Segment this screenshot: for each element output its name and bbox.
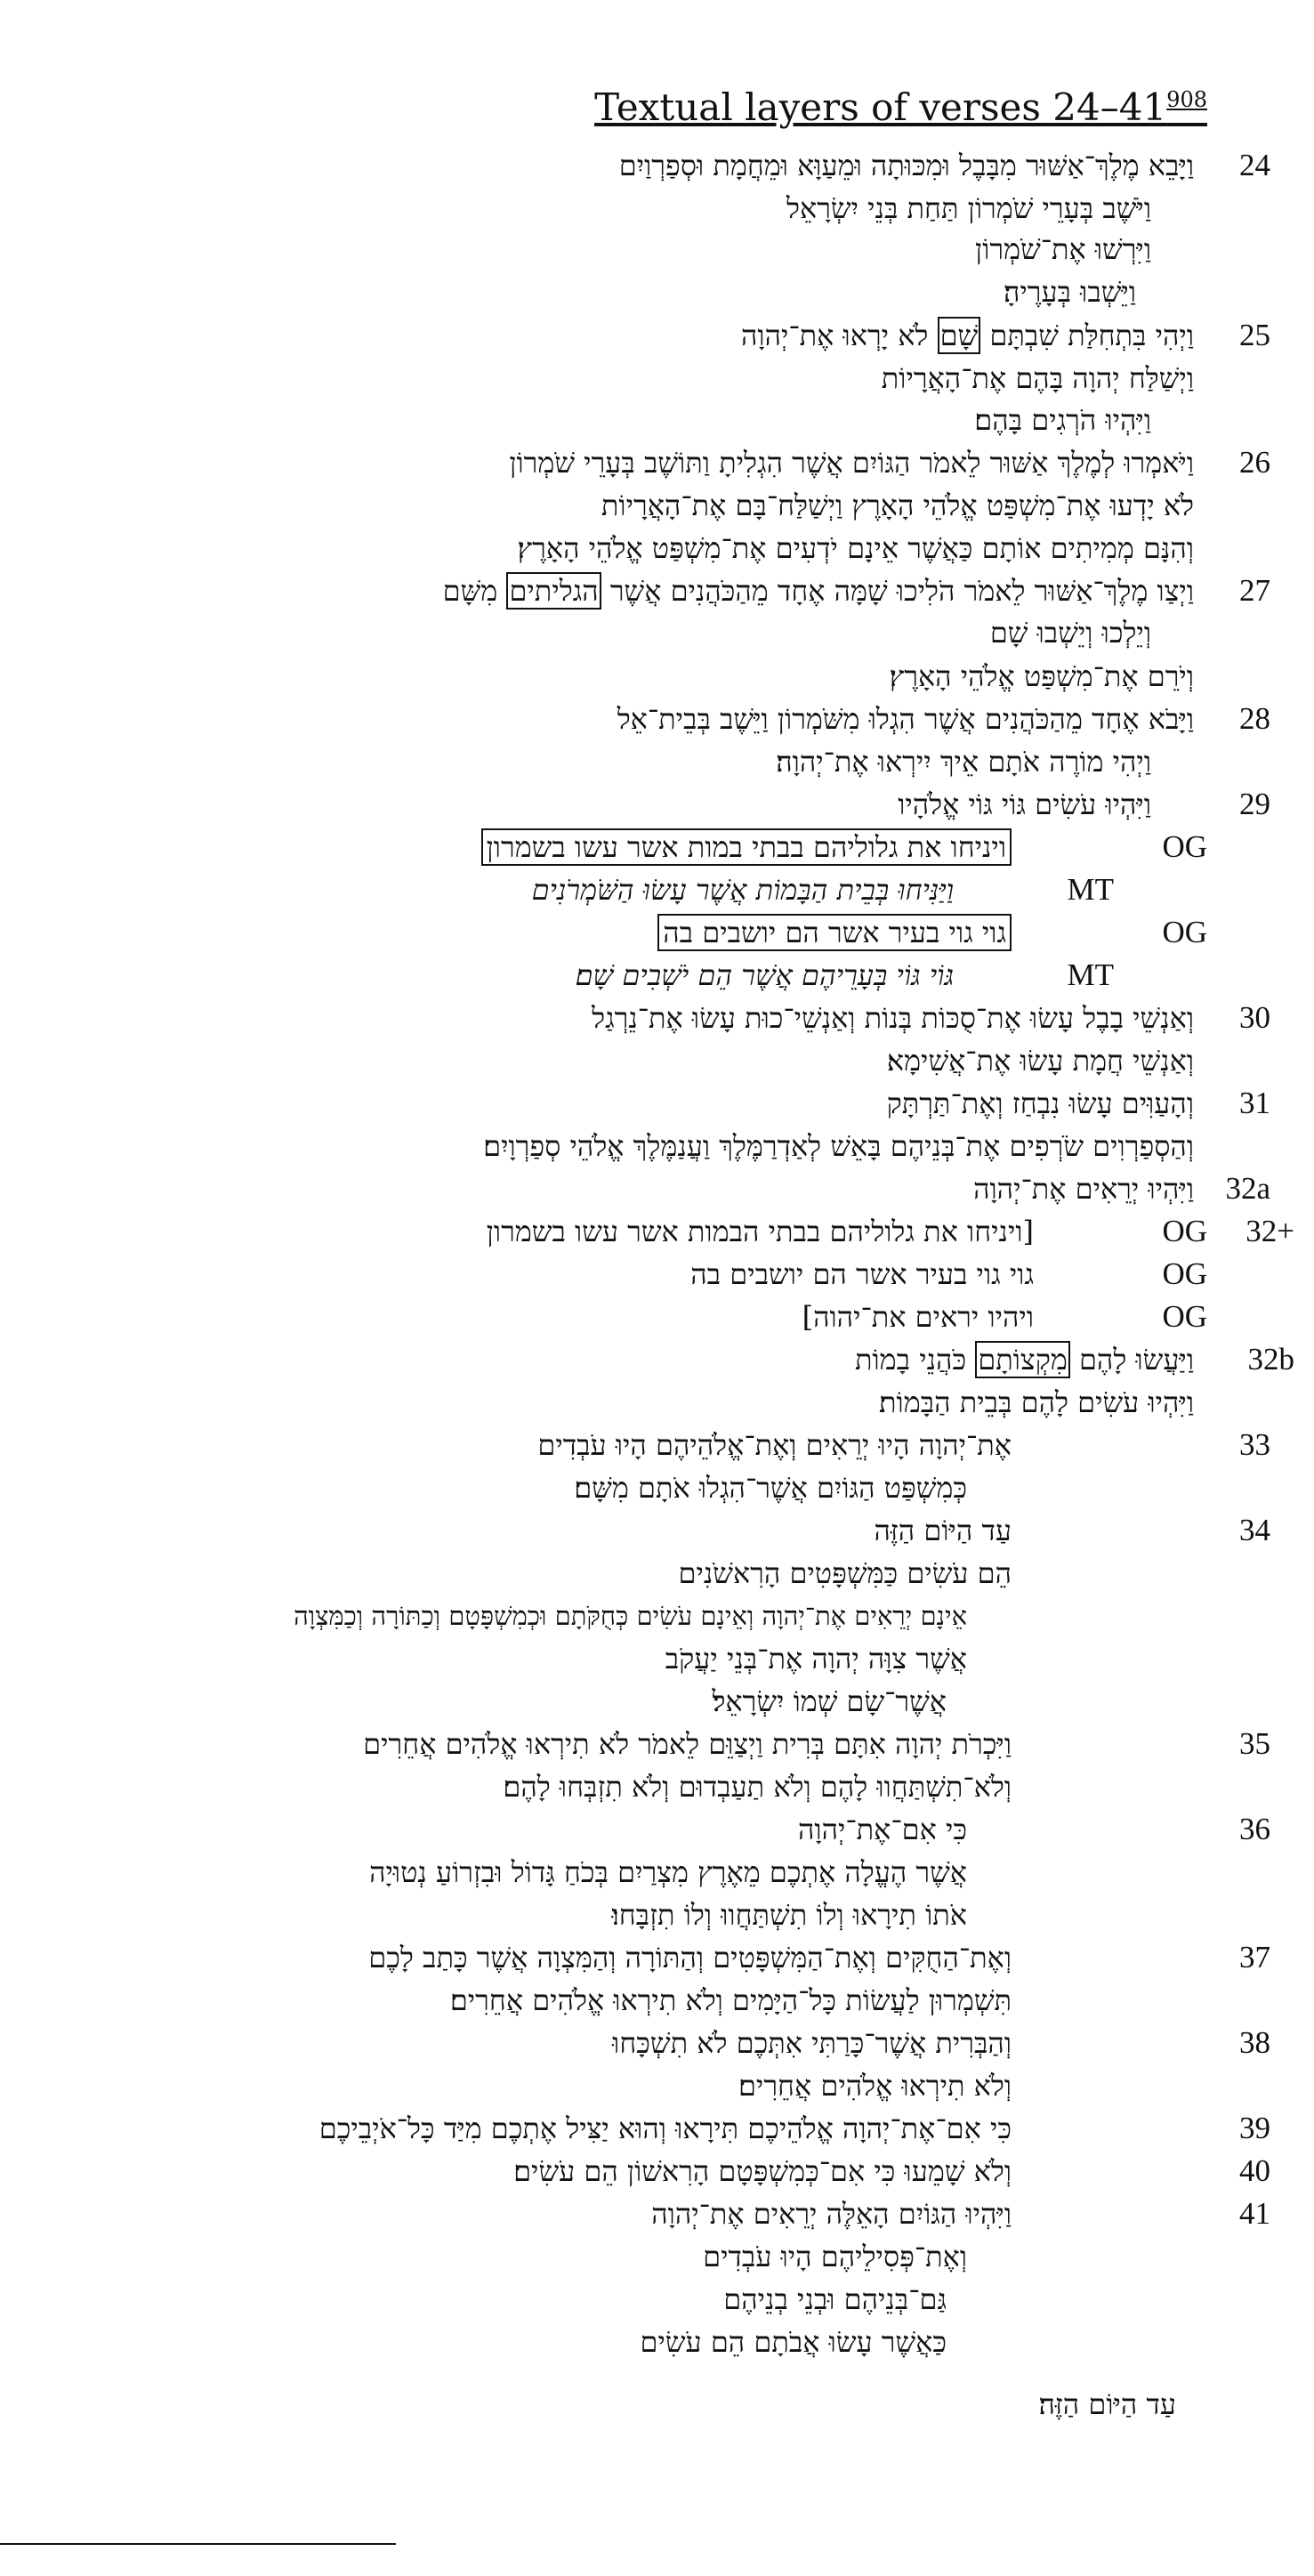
verse-line: וְאֶת־הַחֻקִּים וְאֶת־הַמִּשְׁפָּטִים וְהַתּוֹרָה וְהַמִּצְוָה אֲשֶׁר כָּתַב לָכֶם	[368, 1941, 1012, 1974]
verse-number: 27	[1239, 573, 1270, 608]
mt-reading: וַיַּנִּיחוּ בְּבֵית הַבָּמוֹת אֲשֶׁר עָשׂוּ הַשֹּׁמְרֹנִים	[531, 873, 954, 907]
verse-text: מִשָּׁם	[442, 574, 498, 608]
title-text: Textual layers of verses 24–41	[594, 85, 1167, 129]
og-tag: OG	[1162, 1256, 1207, 1291]
verse-line: וְלֹא־תִשְׁתַּחֲווּ לָהֶם וְלֹא תַעַבְדוּם וְלֹא תִזְבְּחוּ לָהֶם׃	[503, 1770, 1012, 1804]
og-tag: OG	[1162, 1214, 1207, 1248]
verse-number: 40	[1239, 2153, 1270, 2188]
verse-line: וַיְשַׁלַּח יְהוָה בָּהֶם אֶת־הָאֲרָיוֹת	[881, 361, 1194, 395]
verse-number: 41	[1239, 2196, 1270, 2231]
verse-line: עַד הַיּוֹם הַזֶּה	[874, 1514, 1012, 1547]
verse-number: 31	[1239, 1086, 1270, 1120]
mt-tag: MT	[1067, 872, 1114, 907]
verse-line: וְיֵלְכוּ וְיֵשְׁבוּ שָׁם	[989, 616, 1151, 650]
verse-line: כַּאֲשֶׁר עָשׂוּ אֲבֹתָם הֵם עֹשִׂים	[640, 2325, 947, 2359]
verse-line: תִּשְׁמְרוּן לַעֲשׂוֹת כָּל־הַיָּמִים וְלֹא תִירְאוּ אֱלֹהִים אֲחֵרִים׃	[449, 1983, 1012, 2017]
verse-number: 26	[1239, 445, 1270, 480]
verse-number: 25	[1239, 318, 1270, 352]
verse-line	[741, 316, 1194, 355]
verse-line: וַיָּבֹא אֶחָד מֵהַכֹּהֲנִים אֲשֶׁר הִגְלוּ מִשֹּׁמְרוֹן וַיֵּשֶׁב בְּבֵית־אֵל	[617, 702, 1194, 736]
og-reading	[657, 913, 1012, 952]
verse-text: כֹּהֲנֵי בָמוֹת	[854, 1343, 967, 1377]
og-tag: OG	[1162, 915, 1207, 949]
verse-line: וַיִּהְיוּ עֹשִׂים גּוֹי גּוֹי אֱלֹהָיו	[898, 787, 1151, 821]
verse-line: וַיִּכְרֹת יְהוָה אִתָּם בְּרִית וַיְצַוֵּם לֵאמֹר לֹא תִירְאוּ אֱלֹהִים אֲחֵרִים	[363, 1727, 1012, 1761]
verse-number: 33	[1239, 1427, 1270, 1462]
verse-line: וַיָּבֵא מֶלֶךְ־אַשּׁוּר מִבָּבֶל וּמִכּוּתָה וּמֵעַוָּא וּמֵחֲמָת וּסְפַרְוַיִם	[618, 149, 1194, 182]
verse-line: וַיִּהְיוּ הַגּוֹיִם הָאֵלֶּה יְרֵאִים אֶת־יְהוָה	[651, 2197, 1012, 2231]
verse-line	[855, 1340, 1194, 1379]
verse-line: אֵינָם יְרֵאִים אֶת־יְהוָה וְאֵינָם עֹשִׂים כְּחֻקֹּתָם וּכְמִשְׁפָּטָם וְכַתּוֹרָה וְכַמִּצְוָה	[294, 1601, 967, 1631]
verse-number: 24	[1239, 148, 1270, 182]
verse-line: כִּי אִם־אֶת־יְהוָה אֱלֹהֵיכֶם תִּירָאוּ וְהוּא יַצִּיל אֶתְכֶם מִיַּד כָּל־אֹיְבֵיכֶם	[318, 2112, 1012, 2145]
verse-line: וַיִּהְיוּ עֹשִׂים לָהֶם בְּבֵית הַבָּמוֹת׃	[879, 1385, 1194, 1419]
verse-number: 28	[1239, 701, 1270, 736]
verse-line: וְלֹא שָׁמֵעוּ כִּי אִם־כְּמִשְׁפָּטָם הָרִאשׁוֹן הֵם עֹשִׂים׃	[513, 2154, 1012, 2188]
verse-number: 32+	[1245, 1214, 1294, 1248]
verse-number: 34	[1239, 1513, 1270, 1547]
verse-line: וְהָעַוִּים עָשׂוּ נִבְחַז וְאֶת־תַּרְתָּק	[886, 1086, 1194, 1120]
og-reading: גוי גוי בעיר אשר הם יושבים בה	[690, 1257, 1034, 1291]
verse-line: וַיִּהְיוּ הֹרְגִים בָּהֶם׃	[974, 403, 1151, 437]
verse-line: וְהַסְפַרְוִים שֹׂרְפִים אֶת־בְּנֵיהֶם בָּאֵשׁ לְאַדְרַמֶּלֶךְ וַעֲנַמֶּלֶךְ אֱלֹהֵי סְפַרְוָיִם׃	[483, 1129, 1194, 1163]
verse-line: וַיֹּאמְרוּ לְמֶלֶךְ אַשּׁוּר לֵאמֹר הַגּוֹיִם אֲשֶׁר הִגְלִיתָ וַתּוֹשֶׁב בְּעָרֵי שֹׁמְרוֹן	[509, 446, 1194, 480]
verse-line: כְּמִשְׁפַּט הַגּוֹיִם אֲשֶׁר־הִגְלוּ אֹתָם מִשָּׁם׃	[574, 1471, 967, 1505]
boxed-reading: גוי גוי בעיר אשר הם יושבים בה	[657, 914, 1012, 951]
verse-line	[443, 571, 1194, 610]
verse-number: 30	[1239, 1000, 1270, 1035]
verse-line: אֶת־יְהוָה הָיוּ יְרֵאִים וְאֶת־אֱלֹהֵיהֶם הָיוּ עֹבְדִים	[537, 1428, 1012, 1462]
verse-line: וַיִּהְיוּ יְרֵאִים אֶת־יְהוָה	[973, 1172, 1194, 1206]
verse-line: וְהַבְּרִית אֲשֶׁר־כָּרַתִּי אִתְּכֶם לֹא תִשְׁכָּחוּ	[612, 2026, 1012, 2060]
verse-line: וַיֵּשְׁבוּ בְּעָרֶיהָ׃	[1003, 275, 1136, 309]
verse-line: כִּי אִם־אֶת־יְהוָה	[798, 1813, 967, 1846]
verse-line: אֲשֶׁר צִוָּה יְהוָה אֶת־בְּנֵי יַעֲקֹב	[665, 1642, 967, 1676]
verse-number: 38	[1239, 2025, 1270, 2060]
verse-line: וְאֶת־פְּסִילֵיהֶם הָיוּ עֹבְדִים	[703, 2240, 967, 2273]
verse-line: וְהִנָּם מְמִיתִים אוֹתָם כַּאֲשֶׁר אֵינָם יֹדְעִים אֶת־מִשְׁפַּט אֱלֹהֵי הָאָרֶץ׃	[517, 531, 1194, 565]
og-reading: ויהיו יראים את־יהוה]	[802, 1300, 1034, 1334]
verse-number: 37	[1239, 1940, 1270, 1974]
verse-number: 35	[1239, 1726, 1270, 1761]
verse-number: 32b	[1247, 1342, 1294, 1377]
verse-line: לֹא יָדְעוּ אֶת־מִשְׁפַּט אֱלֹהֵי הָאָרֶץ וַיְשַׁלַּח־בָּם אֶת־הָאֲרָיוֹת	[601, 489, 1194, 522]
verse-line: עַד הַיּוֹם הַזֶּה׃	[1038, 2387, 1176, 2421]
mt-reading: גּוֹי גּוֹי בְּעָרֵיהֶם אֲשֶׁר הֵם יֹשְׁבִים שָׁם׃	[575, 958, 954, 992]
verse-line: הֵם עֹשִׂים כַּמִּשְׁפָּטִים הָרִאשֹׁנִים	[678, 1556, 1012, 1590]
verse-number: 36	[1239, 1812, 1270, 1846]
verse-line: אֲשֶׁר הֶעֱלָה אֶתְכֶם מֵאֶרֶץ מִצְרַיִם בְּכֹחַ גָּדוֹל וּבִזְרוֹעַ נְטוּיָה	[369, 1855, 967, 1889]
og-reading	[481, 828, 1012, 867]
boxed-word: הגליתים	[506, 572, 601, 610]
boxed-word: שָׁם	[938, 317, 981, 354]
verse-text: לֹא יָרְאוּ אֶת־יְהוָה	[741, 319, 929, 352]
verse-line: וַיֹּשֶׁב בְּעָרֵי שֹׁמְרוֹן תַּחַת בְּנֵי יִשְׂרָאֵל	[786, 191, 1151, 225]
og-tag: OG	[1162, 1299, 1207, 1334]
section-title	[594, 85, 1207, 129]
verse-text: וַיַּעֲשׂוּ לָהֶם	[1078, 1343, 1194, 1377]
og-tag: OG	[1162, 829, 1207, 864]
verse-text: וַיְצַו מֶלֶךְ־אַשּׁוּר לֵאמֹר הֹלִיכוּ שָׁמָּה אֶחָד מֵהַכֹּהֲנִים אֲשֶׁר	[609, 574, 1194, 608]
verse-number: 29	[1239, 787, 1270, 821]
verse-text: וַיְהִי בִּתְחִלַּת שִׁבְתָּם	[989, 319, 1194, 352]
verse-line: גַּם־בְּנֵיהֶם וּבְנֵי בְנֵיהֶם	[723, 2282, 947, 2316]
verse-line: וְאַנְשֵׁי חֲמָת עָשׂוּ אֶת־אֲשִׁימָא׃	[886, 1044, 1194, 1078]
footnote-rule	[0, 2543, 396, 2545]
verse-line: אֲשֶׁר־שָׂם שְׁמוֹ יִשְׂרָאֵל׃	[712, 1684, 947, 1718]
verse-line: וְאַנְשֵׁי בָבֶל עָשׂוּ אֶת־סֻכּוֹת בְּנוֹת וְאַנְשֵׁי־כוּת עָשׂוּ אֶת־נֵרְגַל	[592, 1001, 1194, 1035]
verse-line: וַיְהִי מוֹרֶה אֹתָם אֵיךְ יִירְאוּ אֶת־יְהוָה׃	[776, 745, 1151, 779]
verse-line: וַיִּרְשׁוּ אֶת־שֹׁמְרוֹן	[975, 232, 1151, 266]
verse-number: 32a	[1225, 1171, 1270, 1206]
mt-tag: MT	[1067, 957, 1114, 992]
verse-line: וְלֹא תִירְאוּ אֱלֹהִים אֲחֵרִים׃	[738, 2069, 1012, 2103]
og-reading: [ויניחו את גלוליהם בבתי הבמות אשר עשו בשמרון	[486, 1215, 1034, 1248]
footnote-ref: 908	[1166, 87, 1207, 112]
verse-line: אֹתוֹ תִירָאוּ וְלוֹ תִשְׁתַּחֲווּ וְלוֹ תִזְבָּחוּ׃	[611, 1898, 967, 1932]
boxed-word: מִקְצוֹתָם	[975, 1341, 1070, 1378]
verse-line: וְיֹרֵם אֶת־מִשְׁפַּט אֱלֹהֵי הָאָרֶץ׃	[889, 659, 1194, 693]
boxed-reading: ויניחו את גלוליהם בבתי במות אשר עשו בשמרון	[481, 828, 1012, 866]
verse-number: 39	[1239, 2111, 1270, 2145]
